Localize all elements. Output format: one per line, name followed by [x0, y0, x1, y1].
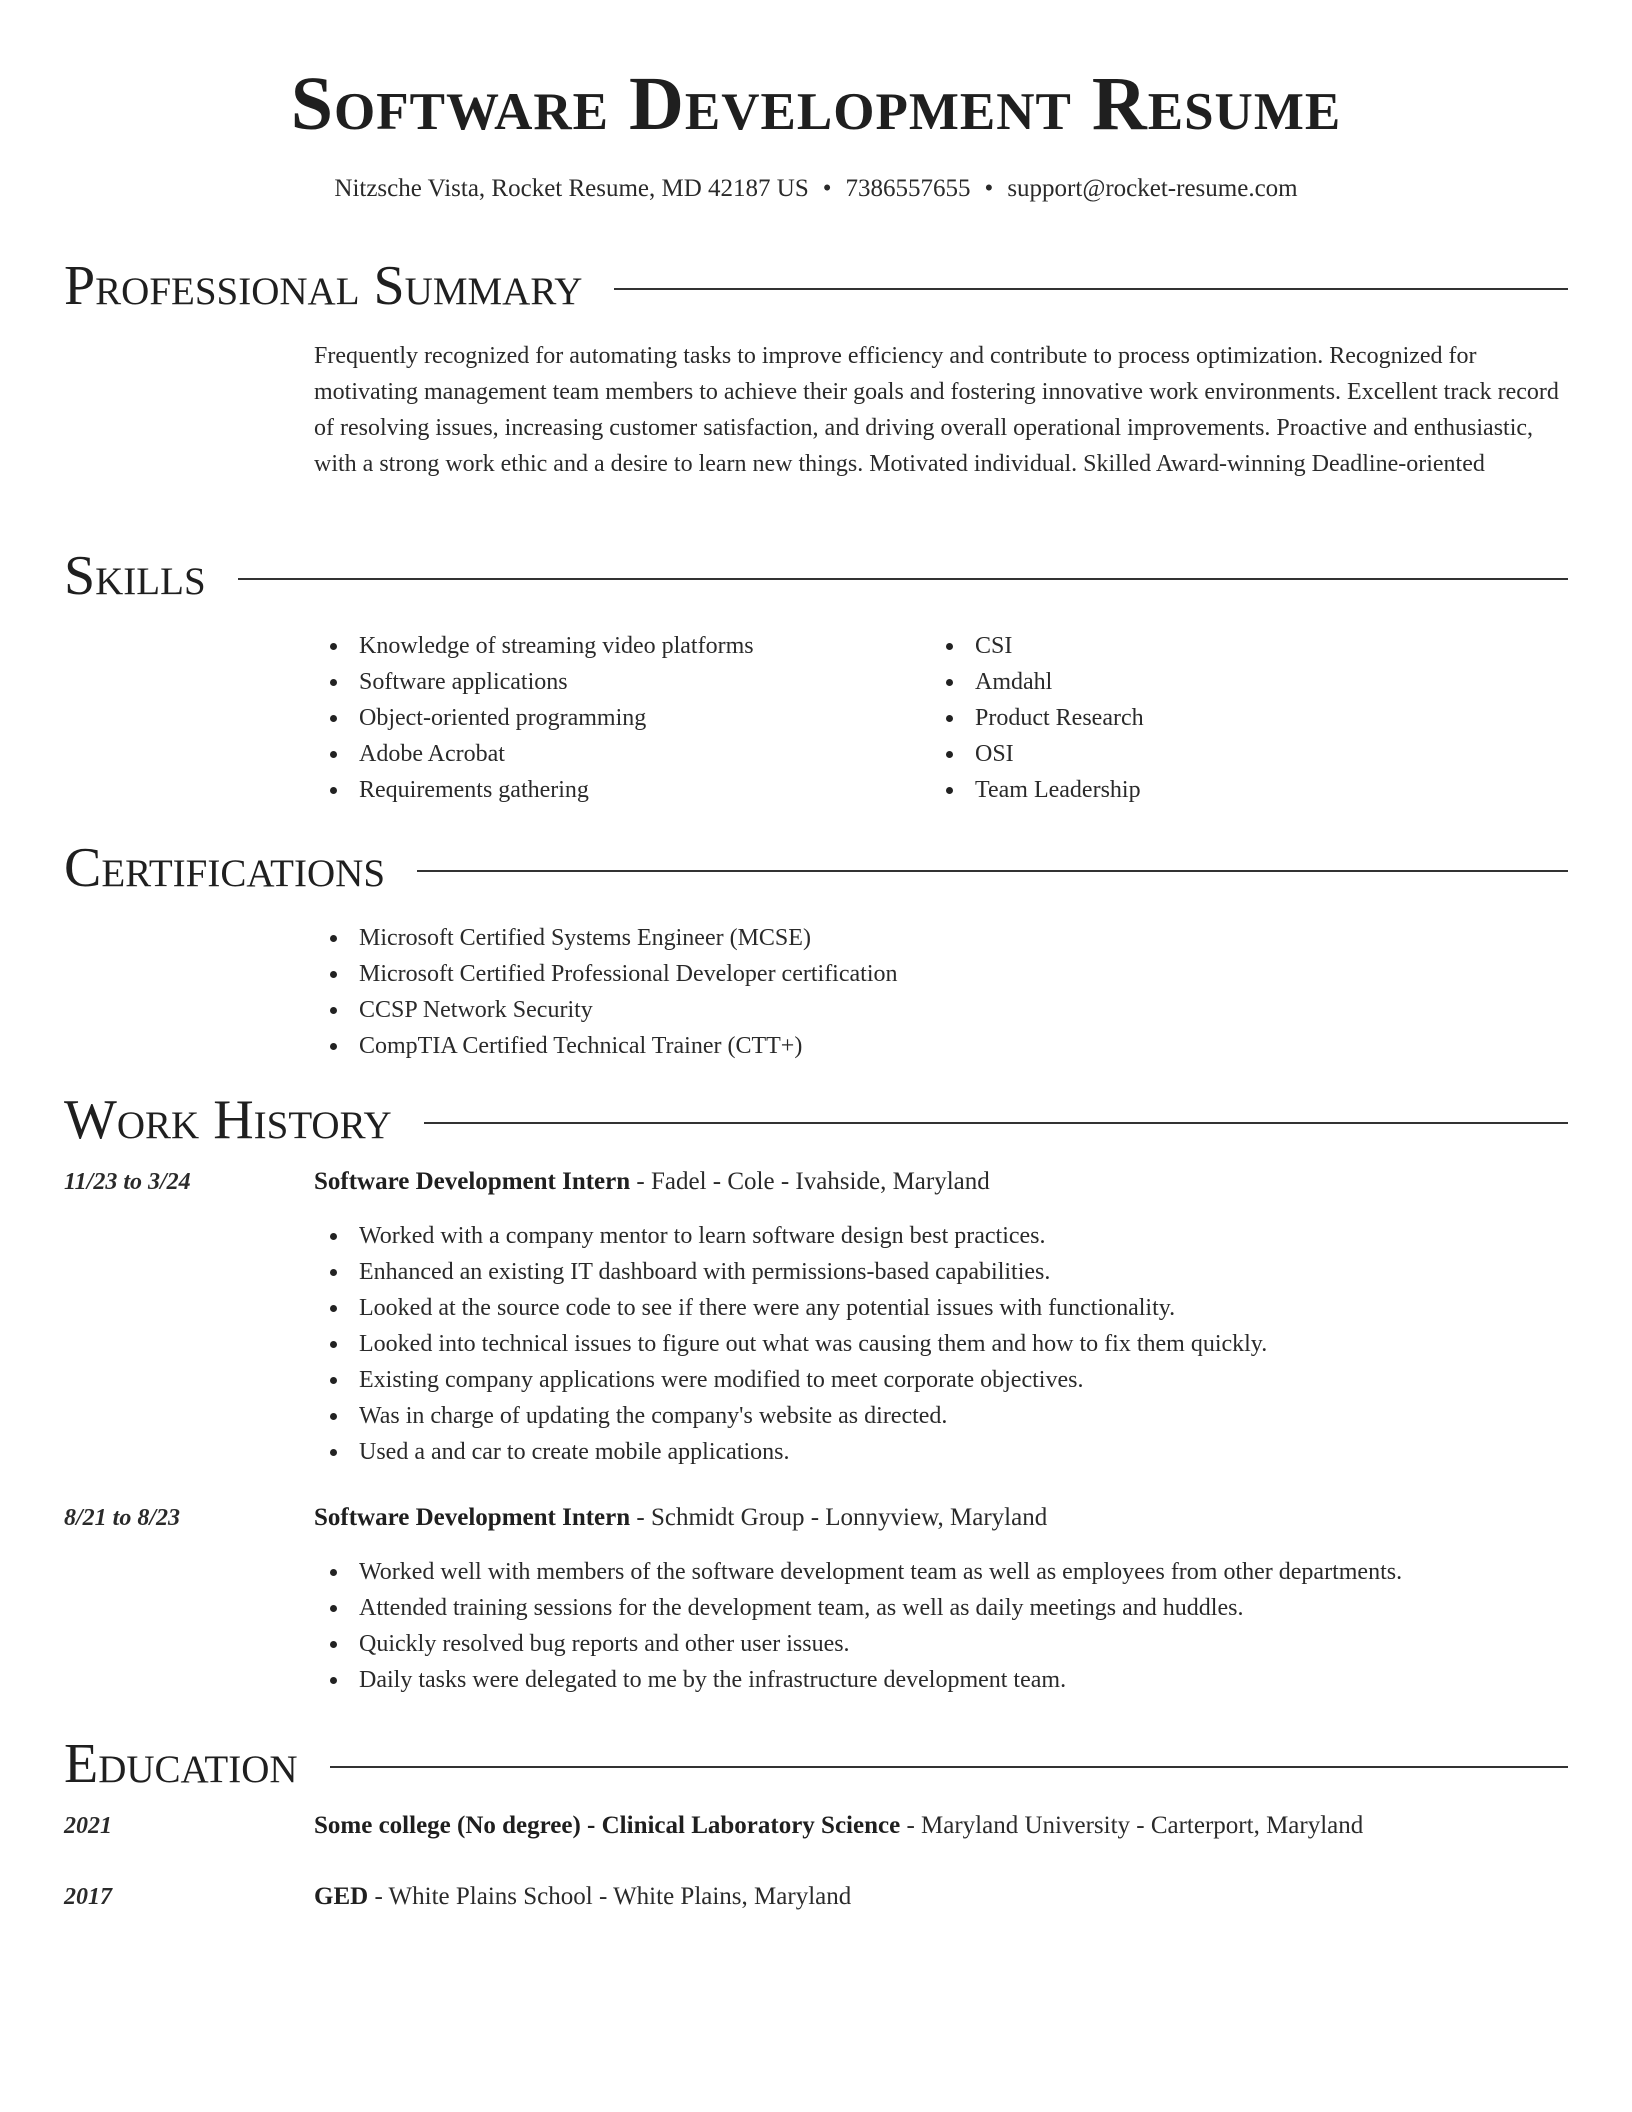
job-responsibilities	[314, 1218, 1574, 1470]
job-bullet: Looked at the source code to see if there were any potential issues with functionality.	[314, 1290, 1574, 1326]
job-bullet: Existing company applications were modified to meet corporate objectives.	[314, 1362, 1574, 1398]
education-entry	[314, 1879, 851, 1915]
skill-item: Adobe Acrobat	[314, 736, 914, 772]
job-dates: 11/23 to 3/24	[64, 1169, 191, 1195]
skill-item: Product Research	[930, 700, 1530, 736]
education-degree: GED	[314, 1883, 369, 1910]
job-bullet: Attended training sessions for the development team, as well as daily meetings and huddles.	[314, 1590, 1574, 1626]
education-section-header	[64, 1732, 1568, 1796]
job-bullet: Was in charge of updating the company's website as directed.	[314, 1398, 1574, 1434]
summary-text: Frequently recognized for automating tasks to improve efficiency and contribute to process optimization. Recognized for motivating management team members to achieve their goals and fostering innovative work environments. Excellent track record of resolving issues, increasing customer satisfaction, and driving overall operational improvements. Proactive and enthusiastic, with a strong work ethic and a desire to learn new things. Motivated individual. Skilled Award-winning Deadline-oriented	[314, 343, 1559, 477]
certification-item: Microsoft Certified Professional Developer certification	[314, 956, 1514, 992]
certification-item: CompTIA Certified Technical Trainer (CTT+)	[314, 1028, 1514, 1064]
certifications-section-header	[64, 836, 1568, 900]
contact-line	[0, 174, 1632, 204]
skill-item: Object-oriented programming	[314, 700, 914, 736]
job-bullet: Looked into technical issues to figure out what was causing them and how to fix them quickly.	[314, 1326, 1574, 1362]
contact-separator: •	[984, 175, 994, 202]
education-entry	[314, 1808, 1363, 1844]
job-employer-location: - Fadel - Cole - Ivahside, Maryland	[630, 1168, 990, 1195]
job-bullet: Quickly resolved bug reports and other user issues.	[314, 1626, 1574, 1662]
job-bullet: Used a and car to create mobile applications.	[314, 1434, 1574, 1470]
skills-list-left	[314, 628, 914, 808]
section-heading-education: Education	[64, 1733, 298, 1795]
skill-item: OSI	[930, 736, 1530, 772]
page-title: Software Development Resume	[290, 62, 1342, 146]
skill-item: Requirements gathering	[314, 772, 914, 808]
job-title: Software Development Intern	[314, 1504, 631, 1531]
skills-list-right	[930, 628, 1530, 808]
skill-item: CSI	[930, 628, 1530, 664]
education-year: 2021	[64, 1813, 112, 1839]
certifications-list	[314, 920, 1514, 1064]
job-title-line	[314, 1500, 1047, 1536]
education-degree: Some college (No degree) - Clinical Laboratory Science	[314, 1812, 901, 1839]
section-divider	[417, 870, 1568, 872]
job-bullet: Enhanced an existing IT dashboard with permissions-based capabilities.	[314, 1254, 1574, 1290]
education-year: 2017	[64, 1884, 112, 1910]
certification-item: Microsoft Certified Systems Engineer (MCSE)	[314, 920, 1514, 956]
contact-address: Nitzsche Vista, Rocket Resume, MD 42187 US	[334, 175, 809, 202]
certification-item: CCSP Network Security	[314, 992, 1514, 1028]
section-divider	[614, 288, 1568, 290]
contact-separator: •	[822, 175, 832, 202]
section-divider	[330, 1766, 1568, 1768]
job-employer-location: - Schmidt Group - Lonnyview, Maryland	[630, 1504, 1048, 1531]
section-heading-summary: Professional Summary	[64, 255, 583, 317]
work-section-header	[64, 1088, 1568, 1152]
summary-section-header	[64, 254, 1568, 318]
skill-item: Knowledge of streaming video platforms	[314, 628, 914, 664]
job-title: Software Development Intern	[314, 1168, 631, 1195]
job-title-line	[314, 1164, 990, 1200]
contact-phone: 7386557655	[845, 175, 971, 202]
section-heading-certifications: Certifications	[64, 837, 386, 899]
section-divider	[238, 578, 1568, 580]
skill-item: Team Leadership	[930, 772, 1530, 808]
contact-email[interactable]: support@rocket-resume.com	[1007, 175, 1298, 202]
section-heading-work-history: Work History	[64, 1089, 392, 1151]
education-school-location: - White Plains School - White Plains, Maryland	[368, 1883, 852, 1910]
job-responsibilities	[314, 1554, 1574, 1698]
job-bullet: Worked with a company mentor to learn software design best practices.	[314, 1218, 1574, 1254]
skill-item: Software applications	[314, 664, 914, 700]
section-divider	[424, 1122, 1568, 1124]
skill-item: Amdahl	[930, 664, 1530, 700]
skills-section-header	[64, 544, 1568, 608]
job-bullet: Worked well with members of the software development team as well as employees from other departments.	[314, 1554, 1574, 1590]
job-dates: 8/21 to 8/23	[64, 1505, 181, 1531]
section-heading-skills: Skills	[64, 545, 206, 607]
job-bullet: Daily tasks were delegated to me by the infrastructure development team.	[314, 1662, 1574, 1698]
education-school-location: - Maryland University - Carterport, Maryland	[900, 1812, 1364, 1839]
